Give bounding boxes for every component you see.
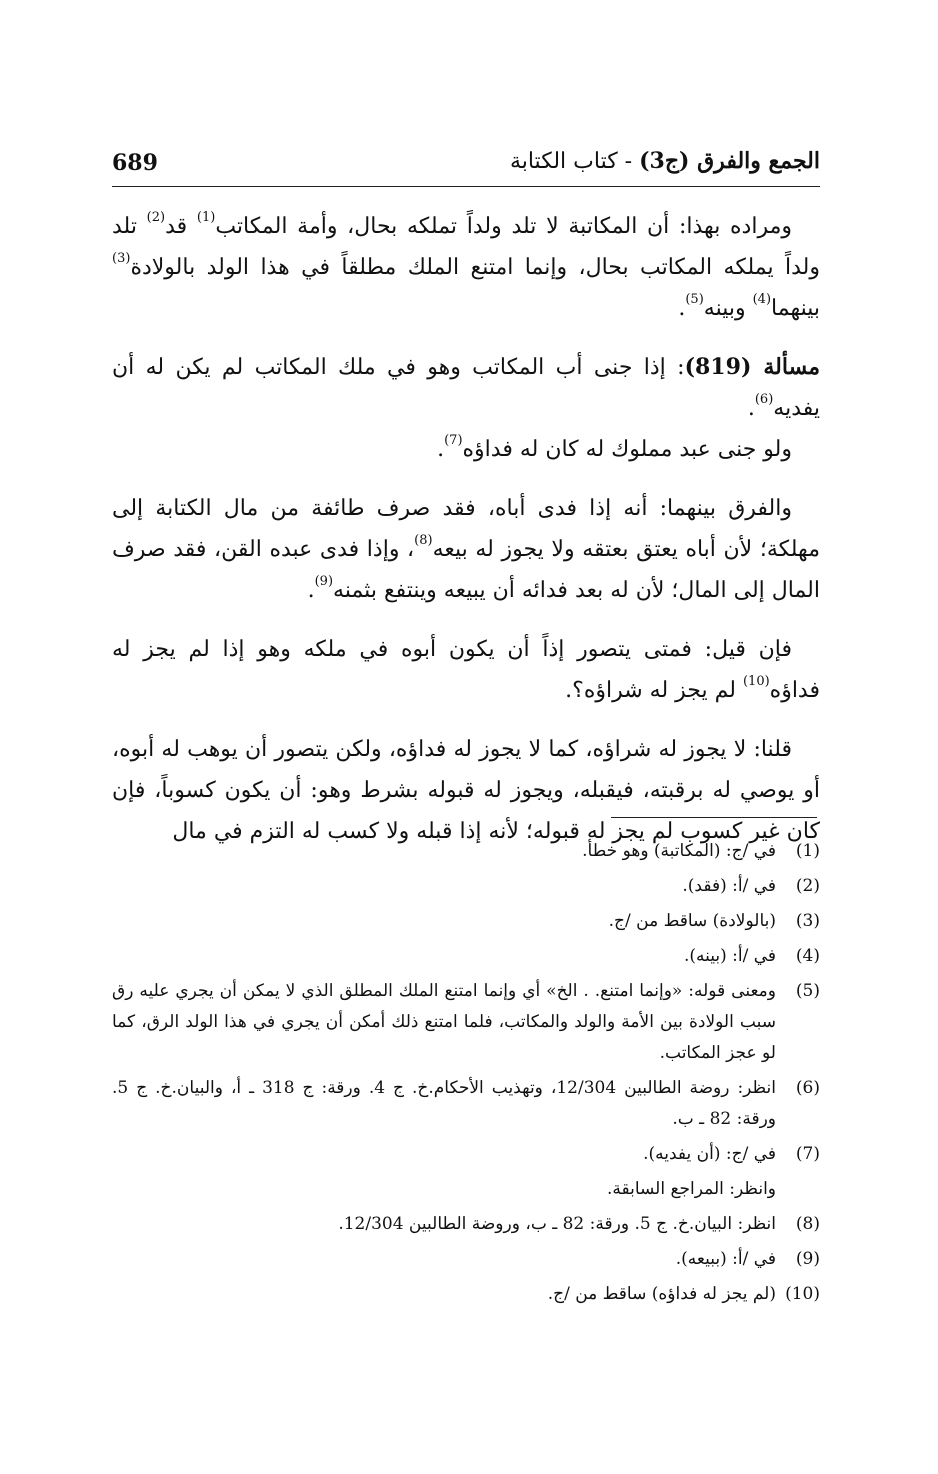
text-run: بينهما — [771, 296, 820, 321]
paragraph-4 — [112, 488, 820, 611]
running-title-rest: - كتاب الكتابة — [509, 149, 640, 174]
footnote-text: (لم يجز له فداؤه) ساقط من /ج. — [547, 1284, 776, 1304]
text-run: تلد ولداً يملكه المكاتب بحال، وإنما امتنع الملك مطلقاً في هذا الولد بالولادة — [112, 214, 820, 280]
footnote-number: (1) — [795, 841, 820, 861]
footnote-ref-2: (2) — [146, 209, 166, 225]
text-run: قد — [165, 214, 197, 239]
footnote-number: (10) — [785, 1284, 820, 1304]
footnote-1 — [112, 836, 820, 867]
footnote-number: (4) — [795, 946, 820, 966]
footnote-3 — [112, 906, 820, 937]
footnote-ref-5: (5) — [685, 291, 704, 307]
footnote-text: انظر: البيان.خ. ج 5. ورقة: 82 ـ ب، وروضة الطالبين 12/304. — [338, 1214, 776, 1234]
footnote-10 — [112, 1279, 820, 1310]
page-header — [112, 146, 820, 187]
text-run: وبينه — [703, 296, 753, 321]
text-run: : إذا جنى أب المكاتب وهو في ملك المكاتب لم يكن له أن يفديه — [112, 355, 820, 421]
footnote-ref-10: (10) — [742, 673, 770, 689]
page-number: 689 — [112, 150, 158, 176]
footnote-number: (6) — [795, 1078, 820, 1098]
text-run: ، وإذا فدى عبده القن، فقد صرف المال إلى المال؛ لأن له بعد فدائه أن يبيعه وينتفع بثمنه — [112, 537, 820, 603]
footnote-6 — [112, 1073, 820, 1135]
footnote-ref-9: (9) — [314, 573, 334, 589]
footnote-text: في /ج: (المكاتبة) وهو خطأ. — [582, 841, 776, 861]
footnote-text: ومعنى قوله: «وإنما امتنع. . الخ» أي وإنما امتنع الملك المطلق الذي لا يمكن أن يجري عليه رق سبب الولادة بين الأمة والولد والمكاتب، فلما امتنع ذلك أمكن أن يجري في هذا الولد الرق، كما لو عجز المكاتب. — [112, 981, 776, 1063]
footnotes — [112, 836, 820, 1314]
paragraph-1 — [112, 206, 820, 329]
footnote-number: (3) — [795, 911, 820, 931]
text-run: ولو جنى عبد مملوك له كان له فداؤه — [462, 437, 792, 462]
footnote-text: في /أ: (ببيعه). — [675, 1249, 776, 1269]
issue-label: مسألة (819) — [684, 354, 820, 380]
footnote-text: (بالولادة) ساقط من /ج. — [608, 911, 776, 931]
footnote-ref-8: (8) — [414, 532, 433, 548]
text-run: . — [747, 396, 755, 421]
footnote-5 — [112, 976, 820, 1069]
text-run: فإن قيل: فمتى يتصور إذاً أن يكون أبوه في ملكه وهو إذا لم يجز له فداؤه — [112, 637, 820, 703]
footnote-number: (7) — [795, 1144, 820, 1164]
footnote-9 — [112, 1244, 820, 1275]
footnote-number: (9) — [795, 1249, 820, 1269]
text-run: ومراده بهذا: أن المكاتبة لا تلد ولداً تملكه بحال، وأمة المكاتب — [215, 214, 793, 239]
footnote-text: في /ج: (أن يفديه). — [643, 1144, 776, 1164]
footnote-4 — [112, 941, 820, 972]
text-run: لم يجز له شراؤه؟. — [565, 678, 743, 703]
footnote-ref-3: (3) — [112, 250, 131, 266]
footnote-number: (5) — [795, 981, 820, 1001]
footnote-ref-1: (1) — [196, 209, 216, 225]
running-title — [510, 148, 820, 174]
text-run: قلنا: لا يجوز له شراؤه، كما لا يجوز له فداؤه، ولكن يتصور أن يوهب له أبوه، أو يوصي له برقبته، فيقبله، ويجوز له قبوله بشرط وهو: أن يكون كسوباً، فإن كان غير كسوب لم يجز له قبوله؛ لأنه إذا قبله ولا كسب له التزم في مال — [112, 737, 820, 844]
footnote-ref-7: (7) — [444, 432, 463, 448]
paragraph-6 — [112, 729, 820, 852]
text-run: . — [678, 296, 686, 321]
footnote-text: في /أ: (فقد). — [682, 876, 776, 896]
footnote-number: (2) — [795, 876, 820, 896]
footnote-7 — [112, 1139, 820, 1170]
footnote-ref-4: (4) — [752, 291, 772, 307]
footnote-text: انظر: روضة الطالبين 12/304، وتهذيب الأحكام.خ. ج 4. ورقة: ج 318 ـ أ، والبيان.خ. ج 5. ورقة: 82 ـ ب. — [112, 1078, 776, 1129]
running-title-bold: الجمع والفرق (ج3) — [639, 148, 820, 174]
footnote-ref-6: (6) — [754, 391, 774, 407]
paragraph-issue-819 — [112, 347, 820, 429]
footnote-separator — [611, 817, 817, 818]
text-run: . — [307, 578, 315, 603]
paragraph-3 — [112, 429, 820, 470]
paragraph-5 — [112, 629, 820, 711]
footnote-8 — [112, 1209, 820, 1240]
text-run: . — [437, 437, 445, 462]
footnote-text: في /أ: (بينه). — [683, 946, 776, 966]
footnote-number: (8) — [795, 1214, 820, 1234]
footnote-2 — [112, 871, 820, 902]
main-text — [112, 206, 820, 870]
text-run: والفرق بينهما: أنه إذا فدى أباه، فقد صرف طائفة من مال الكتابة إلى مهلكة؛ لأن أباه يعتق بعتقه ولا يجوز له بيعه — [112, 496, 820, 562]
footnote-7-continuation: وانظر: المراجع السابقة. — [606, 1179, 776, 1199]
